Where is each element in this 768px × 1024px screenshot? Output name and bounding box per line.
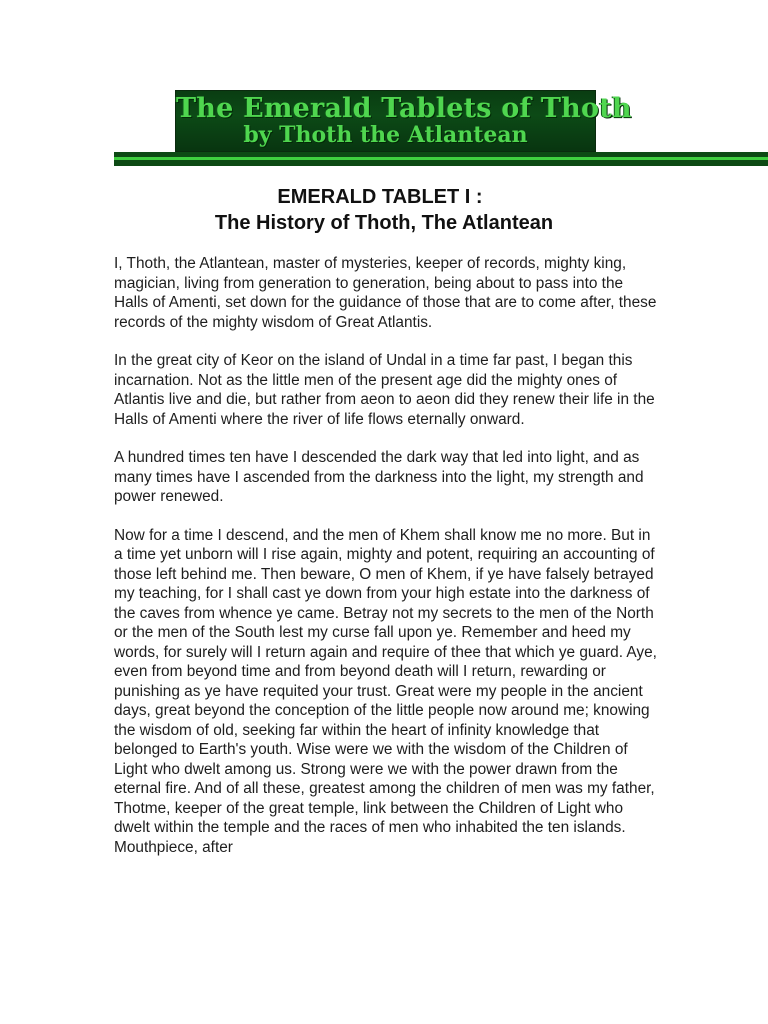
paragraph: A hundred times ten have I descended the dark way that led into light, and as many times have I ascended from the darkness into the light, my strength and power renewed. (114, 449, 644, 505)
tablet-subheading: The History of Thoth, The Atlantean (214, 212, 554, 234)
paragraph: In the great city of Keor on the island of Undal in a time far past, I began this incarnation. Not as the little men of the present age did the mighty ones of Atlantis live and die, but rather from aeon to aeon did they renew their life in the Halls of Amenti where the river of life flows eternally onward. (114, 352, 655, 428)
green-divider-bar (114, 152, 768, 166)
title-banner (175, 90, 632, 152)
tablet-heading: EMERALD TABLET I : (277, 186, 483, 208)
paragraph: I, Thoth, the Atlantean, master of mysteries, keeper of records, mighty king, magician, living from generation to generation, being about to pass into the Halls of Amenti, set down for the guidance of those that are to come after, these records of the mighty wisdom of Great Atlantis. (114, 255, 657, 331)
document-body (114, 254, 659, 876)
banner-title: The Emerald Tablets of Thoth (176, 93, 632, 124)
green-divider-line (114, 157, 768, 160)
paragraph: Now for a time I descend, and the men of Khem shall know me no more. But in a time yet unborn will I rise again, mighty and potent, requiring an accounting of those left behind me. Then beware, O men of Khem, if ye have falsely betrayed my teaching, for I shall cast ye down from your high estate into the darkness of the caves from whence ye came. Betray not my secrets to the men of the North or the men of the South lest my curse fall upon ye. Remember and heed my words, for surely will I return again and require of thee that which ye guard. Aye, even from beyond time and from beyond death will I return, rewarding or punishing as ye have requited your trust. Great were my people in the ancient days, great beyond the conception of the little people now around me; knowing the wisdom of old, seeking far within the heart of infinity knowledge that belonged to Earth's youth. Wise were we with the wisdom of the Children of Light who dwelt among us. Strong were we with the power drawn from the eternal fire. And of all these, greatest among the children of men was my father, Thotme, keeper of the great temple, link between the Children of Light who dwelt within the temple and the races of men who inhabited the ten islands. Mouthpiece, after (114, 526, 657, 856)
banner-subtitle: by Thoth the Atlantean (243, 122, 528, 148)
